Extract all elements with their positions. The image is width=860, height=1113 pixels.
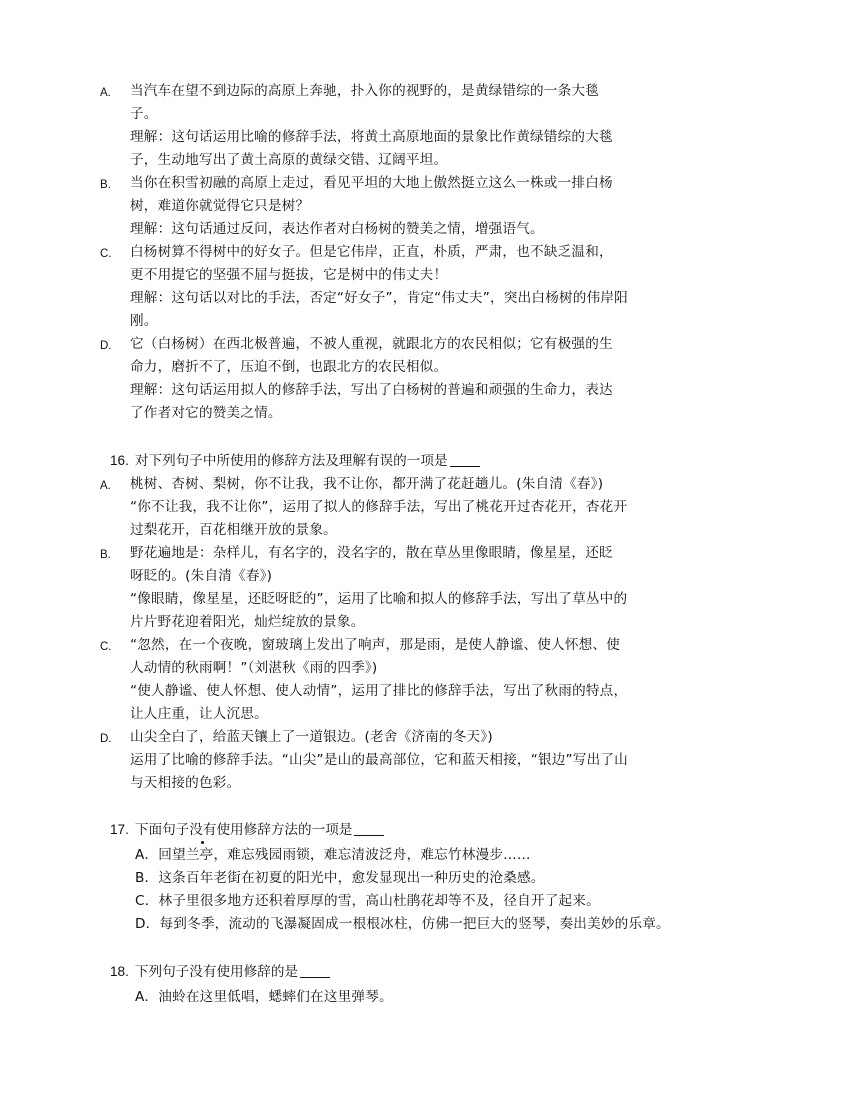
option-text: 人动情的秋雨啊！”（刘湛秋《雨的四季》) xyxy=(130,660,378,676)
question-text: 下列句子没有使用修辞的是 xyxy=(134,964,299,980)
option-text: 每到冬季，流动的飞瀑凝固成一根根冰柱，仿佛一把巨大的竖琴，奏出美妙的乐章。 xyxy=(159,916,670,932)
question-text: 下面句子 xyxy=(134,822,190,838)
option-label: A. xyxy=(100,480,111,492)
option-item xyxy=(135,868,545,888)
option-text: 当你在积雪初融的高原上走过，看见平坦的大地上傲然挺立这么一株或一排白杨 xyxy=(130,175,613,191)
option-label: B. xyxy=(100,179,111,191)
emphasized-text: 没有 xyxy=(189,822,217,838)
option-explanation: 理解：这句话通过反问，表达作者对白杨树的赞美之情，增强语气。 xyxy=(130,221,544,237)
option-item xyxy=(135,914,670,934)
option-label: D. xyxy=(100,340,112,352)
answer-blank[interactable] xyxy=(450,452,480,467)
option-label: B. xyxy=(100,549,111,561)
option-explanation: 让人庄重，让人沉思。 xyxy=(130,706,268,722)
option-label: A. xyxy=(100,87,111,99)
option-text: 回望兰亭，难忘残园雨锁，难忘清波泛舟，难忘竹林漫步…… xyxy=(158,847,531,863)
option-label: C． xyxy=(135,893,159,909)
answer-blank[interactable] xyxy=(300,963,330,978)
answer-blank[interactable] xyxy=(354,821,384,836)
option-explanation: 与天相接的色彩。 xyxy=(130,775,241,791)
option-text: 命力，磨折不了，压迫不倒，也跟北方的农民相似。 xyxy=(130,359,448,375)
option-text: 更不用提它的坚强不屈与挺拔，它是树中的伟丈夫！ xyxy=(130,267,448,283)
option-explanation: 理解：这句话运用拟人的修辞手法，写出了白杨树的普遍和顽强的生命力，表达 xyxy=(130,382,613,398)
option-text: 当汽车在望不到边际的高原上奔驰，扑入你的视野的，是黄绿错综的一条大毯 xyxy=(130,83,599,99)
option-label: D． xyxy=(135,916,160,932)
option-text: “忽然，在一个夜晚，窗玻璃上发出了响声，那是雨，是使人静谧、使人怀想、使 xyxy=(130,637,621,653)
option-text: 树，难道你就觉得它只是树？ xyxy=(130,198,310,214)
option-explanation: 理解：这句话以对比的手法，否定“好女子”，肯定“伟丈夫”，突出白杨树的伟岸阳 xyxy=(130,290,628,306)
option-item xyxy=(135,891,600,911)
option-label: A． xyxy=(135,989,159,1005)
option-text: 林子里很多地方还积着厚厚的雪，高山杜鹃花却等不及，径自开了起来。 xyxy=(158,893,600,909)
question-text: 使用修辞方法的一项是 xyxy=(216,822,353,838)
option-label: A． xyxy=(135,847,159,863)
option-explanation: 运用了比喻的修辞手法。“山尖”是山的最高部位，它和蓝天相接，“银边”写出了山 xyxy=(130,752,628,768)
option-explanation: 了作者对它的赞美之情。 xyxy=(130,405,282,421)
option-label: D. xyxy=(100,733,112,745)
option-item xyxy=(135,987,393,1007)
option-text: 山尖全白了，给蓝天镶上了一道银边。(老舍《济南的冬天》) xyxy=(130,729,493,745)
option-label: B． xyxy=(135,870,159,886)
option-explanation: 刚。 xyxy=(130,313,158,329)
question-text: 对下列句子中所使用的修辞方法及理解有误的一项是 xyxy=(134,453,448,469)
option-label: C. xyxy=(100,641,112,653)
option-explanation: 过梨花开，百花相继开放的景象。 xyxy=(130,522,337,538)
option-text: 野花遍地是：杂样儿，有名字的，没名字的，散在草丛里像眼睛，像星星，还眨 xyxy=(130,545,613,561)
question-stem xyxy=(110,962,330,982)
option-explanation: “使人静谧、使人怀想、使人动情”，运用了排比的修辞手法，写出了秋雨的特点， xyxy=(130,683,628,699)
option-text: 它（白杨树）在西北极普遍，不被人重视，就跟北方的农民相似；它有极强的生 xyxy=(130,336,613,352)
option-text: 油蛉在这里低唱，蟋蟀们在这里弹琴。 xyxy=(158,989,393,1005)
option-text: 呀眨的。(朱自清《春》) xyxy=(130,568,273,584)
question-stem xyxy=(110,820,384,840)
option-item xyxy=(135,845,531,865)
option-explanation: 理解：这句话运用比喻的修辞手法，将黄土高原地面的景象比作黄绿错综的大毯 xyxy=(130,129,613,145)
option-explanation: 片片野花迎着阳光，灿烂绽放的景象。 xyxy=(130,614,365,630)
option-text: 白杨树算不得树中的好女子。但是它伟岸，正直，朴质，严肃，也不缺乏温和， xyxy=(130,244,613,260)
option-text: 这条百年老街在初夏的阳光中，愈发显现出一种历史的沧桑感。 xyxy=(158,870,545,886)
option-text: 桃树、杏树、梨树，你不让我，我不让你，都开满了花赶趟儿。(朱自清《春》) xyxy=(130,476,604,492)
option-explanation: “像眼睛，像星星，还眨呀眨的”，运用了比喻和拟人的修辞手法，写出了草丛中的 xyxy=(130,591,628,607)
option-explanation: 子，生动地写出了黄土高原的黄绿交错、辽阔平坦。 xyxy=(130,152,448,168)
question-number: 16. xyxy=(110,453,129,468)
option-explanation: “你不让我，我不让你”，运用了拟人的修辞手法，写出了桃花开过杏花开，杏花开 xyxy=(130,499,628,515)
question-stem xyxy=(110,451,480,471)
question-number: 17. xyxy=(110,822,129,837)
option-text: 子。 xyxy=(130,106,158,122)
question-number: 18. xyxy=(110,964,129,979)
option-label: C. xyxy=(100,248,112,260)
